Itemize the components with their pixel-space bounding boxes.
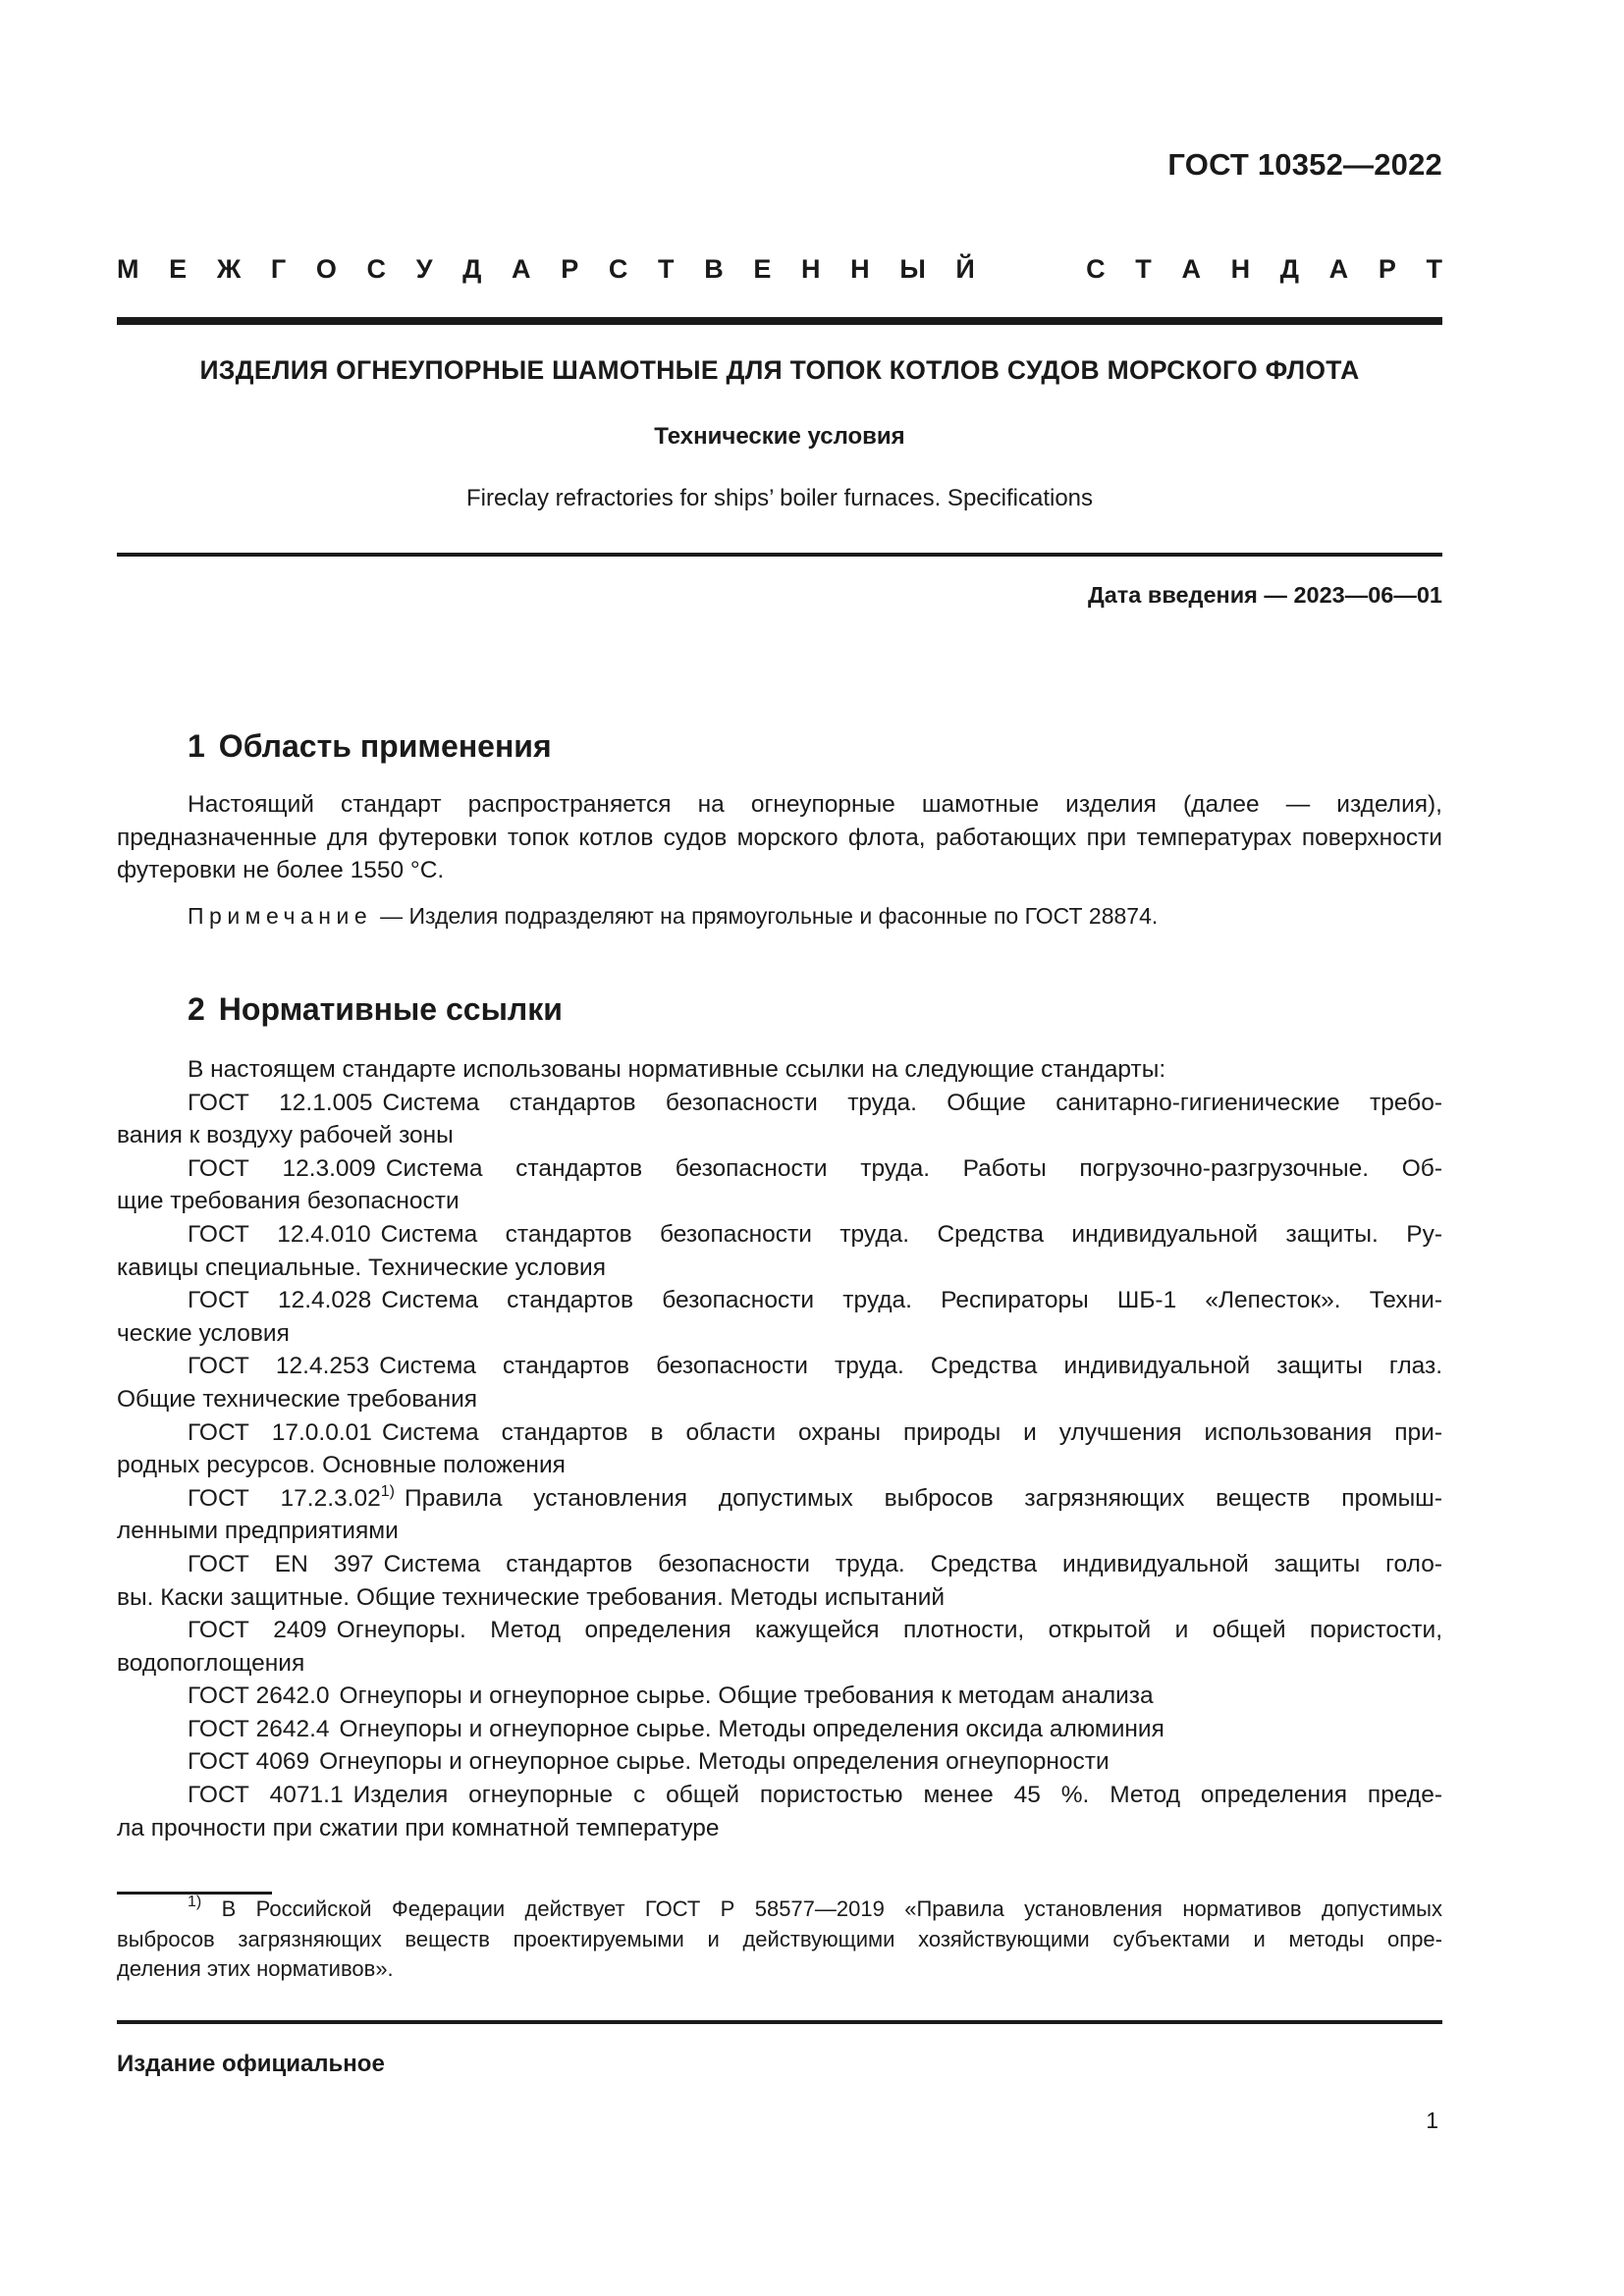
section-title: Область применения [218,728,552,764]
reference-code: ГОСТ 12.1.005 [188,1089,373,1116]
reference-continuation: вы. Каски защитные. Общие технические требования. Методы испытаний [117,1583,946,1611]
scope-paragraph [117,788,1442,887]
section-number: 2 [188,991,205,1027]
banner-letter: Н [850,254,870,284]
reference-text: Система стандартов в области охраны природы и улучшения использования при- [381,1418,1442,1446]
reference-code-text: ГОСТ 17.2.3.02 [188,1484,381,1512]
reference-code: ГОСТ 4071.1 [188,1782,344,1809]
reference-line [117,1087,1442,1120]
banner-letter: С [366,254,387,284]
title-divider [117,553,1442,557]
footnote-line [117,1895,1442,1925]
note-label: Примечание [188,903,373,929]
footer-divider [117,2020,1442,2024]
reference-text: Огнеупоры и огнеупорное сырье. Методы определения оксида алюминия [339,1715,1164,1742]
banner-letter: Н [801,254,821,284]
reference-text: Огнеупоры. Метод определения кажущейся плотности, открытой и общей пористости, [336,1617,1442,1644]
reference-code: ГОСТ 2642.0 [188,1682,330,1710]
section-number: 1 [188,728,205,764]
banner-letter: О [315,254,337,284]
banner-letter: Д [1279,254,1300,284]
banner-letter: М [117,254,139,284]
reference-text: Система стандартов безопасности труда. Работы погрузочно-разгрузочные. Об- [385,1154,1442,1182]
reference-text: Правила установления допустимых выбросов загрязняющих веществ промыш- [404,1484,1442,1512]
reference-line [117,1350,1442,1383]
reference-continuation: родных ресурсов. Основные положения [117,1452,566,1479]
reference-text: Система стандартов безопасности труда. Респираторы ШБ-1 «Лепесток». Техни- [381,1287,1442,1314]
scope-note [188,903,1158,930]
reference-continuation: ла прочности при сжатии при комнатной температуре [117,1814,720,1842]
banner-word-gap [1004,254,1056,285]
reference-text: Изделия огнеупорные с общей пористостью менее 45 %. Метод определения преде- [352,1782,1442,1809]
banner-letter: А [1181,254,1201,284]
banner-letter: Е [169,254,188,284]
section-title: Нормативные ссылки [218,991,563,1027]
reference-continuation: вания к воздуху рабочей зоны [117,1122,454,1149]
scope-text: Настоящий стандарт распространяется на огнеупорные шамотные изделия (далее — изделия), предназначенные для футеровки топок котлов судов морского флота, работающих при температурах поверхности футеровки не более 1550 °C. [117,791,1442,883]
footnote-marker: 1) [188,1894,202,1910]
reference-code: ГОСТ 12.3.009 [188,1154,376,1182]
footnote-marker: 1) [380,1482,395,1500]
reference-line [117,1745,1442,1779]
footnote-line: деления этих нормативов». [117,1956,394,1981]
banner-letter: Ж [216,254,242,284]
reference-text: Огнеупоры и огнеупорное сырье. Методы определения огнеупорности [319,1748,1110,1776]
reference-continuation: Общие технические требования [117,1385,478,1413]
banner-letter: Д [462,254,482,284]
reference-code: ГОСТ 4069 [188,1748,310,1776]
header-divider [117,317,1442,325]
reference-line [117,1713,1442,1746]
document-subtitle: Технические условия [654,423,905,450]
reference-text: Система стандартов безопасности труда. Средства индивидуальной защиты. Ру- [380,1220,1442,1248]
banner-letter: Т [1426,254,1442,284]
reference-line [117,1548,1442,1581]
english-title: Fireclay refractories for ships’ boiler furnaces. Specifications [465,485,1094,511]
reference-line [117,1614,1442,1647]
banner-letter: В [704,254,724,284]
banner-letter: Н [1230,254,1251,284]
banner-letter: Т [1135,254,1152,284]
banner-letter: С [608,254,628,284]
banner-letter: А [1328,254,1349,284]
note-text: — Изделия подразделяют на прямоугольные и фасонные по ГОСТ 28874. [380,903,1159,929]
banner-letter: Р [1378,254,1396,284]
banner-letter: А [512,254,531,284]
document-page [117,0,1442,2296]
reference-line [117,1284,1442,1317]
reference-code: ГОСТ 12.4.253 [188,1353,370,1380]
banner-letter: Й [955,254,975,284]
reference-continuation: щие требования безопасности [117,1188,460,1215]
reference-text: Система стандартов безопасности труда. Средства индивидуальной защиты голо- [383,1550,1442,1577]
reference-code: ГОСТ 2409 [188,1617,327,1644]
reference-line [117,1152,1442,1186]
section-1-heading [188,728,552,765]
reference-continuation: ческие условия [117,1319,290,1347]
document-number: ГОСТ 10352—2022 [1167,147,1442,182]
reference-line [117,1779,1442,1812]
reference-text: Система стандартов безопасности труда. Средства индивидуальной защиты глаз. [379,1353,1442,1380]
footnote-text: В Российской Федерации действует ГОСТ Р 58577—2019 «Правила установления нормативов допустимых [221,1896,1442,1921]
normative-references-list [117,1053,1442,1844]
banner-letter: Т [658,254,675,284]
banner-letter: Р [561,254,579,284]
references-intro: В настоящем стандарте использованы нормативные ссылки на следующие стандарты: [188,1056,1166,1083]
banner-letter: Ы [899,254,926,284]
footnote [117,1895,1442,1985]
page-number: 1 [1426,2108,1438,2133]
footnote-line: выбросов загрязняющих веществ проектируемыми и действующими хозяйствующими субъектами и методы опре- [117,1926,1442,1951]
banner-letter: С [1086,254,1106,284]
reference-text: Огнеупоры и огнеупорное сырье. Общие требования к методам анализа [339,1682,1154,1710]
reference-line [117,1680,1442,1713]
interstate-standard-banner [117,254,1442,285]
reference-code: ГОСТ 12.4.028 [188,1287,372,1314]
reference-code: ГОСТ 17.0.0.01 [188,1418,372,1446]
reference-code: ГОСТ EN 397 [188,1550,374,1577]
document-title: ИЗДЕЛИЯ ОГНЕУПОРНЫЕ ШАМОТНЫЕ ДЛЯ ТОПОК КОТЛОВ СУДОВ МОРСКОГО ФЛОТА [199,355,1360,385]
reference-continuation: кавицы специальные. Технические условия [117,1254,606,1281]
reference-continuation: ленными предприятиями [117,1518,399,1545]
reference-line [117,1218,1442,1252]
banner-letter: У [415,254,433,284]
reference-code: ГОСТ 2642.4 [188,1715,330,1742]
reference-line [117,1416,1442,1450]
reference-code [188,1482,395,1512]
official-edition-label: Издание официальное [117,2051,385,2077]
banner-letter: Г [270,254,287,284]
introduction-date: Дата введения — 2023—06—01 [1087,582,1442,608]
reference-continuation: водопоглощения [117,1649,305,1677]
section-2-heading [188,991,563,1028]
reference-line [117,1482,1442,1516]
banner-letter: Е [753,254,772,284]
reference-code: ГОСТ 12.4.010 [188,1220,371,1248]
reference-text: Система стандартов безопасности труда. Общие санитарно-гигиенические требо- [382,1089,1442,1116]
